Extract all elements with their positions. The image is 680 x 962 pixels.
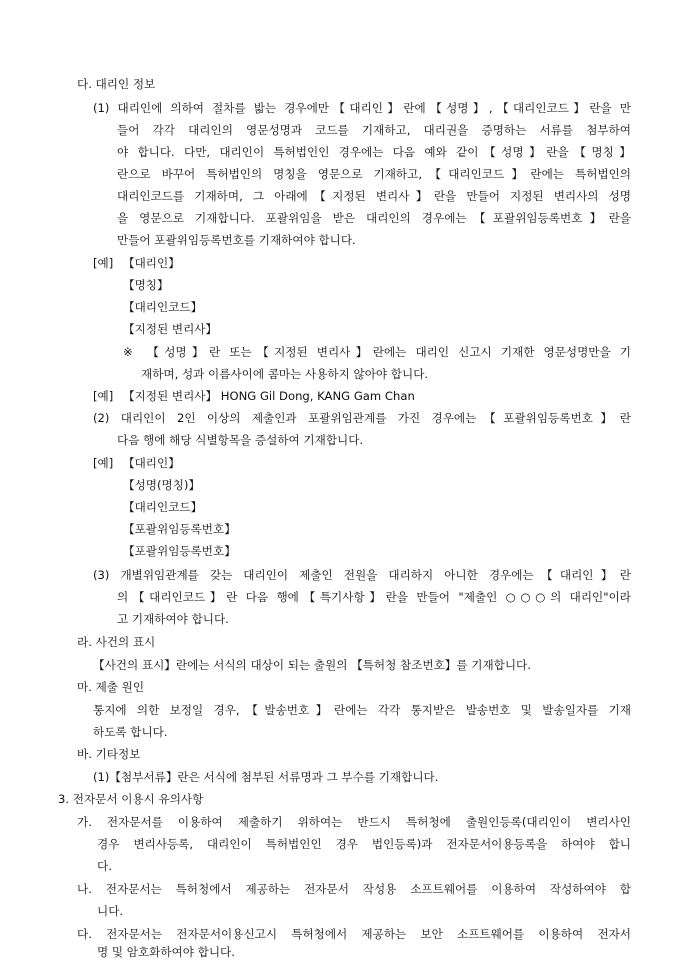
section-heading-e-document: 3. 전자문서 이용시 유의사항 xyxy=(58,792,204,806)
example-field: 【지정된 변리사】 xyxy=(123,322,218,336)
example-label: [예] xyxy=(93,256,114,270)
example-field: 【포괄위임등록번호】 xyxy=(123,544,236,558)
section-heading-agent-info: 다. 대리인 정보 xyxy=(77,77,156,91)
paragraph-line: 야 합니다. 다만, 대리인이 특허법인인 경우에는 다음 예와 같이【성명】란을【명칭】 xyxy=(117,145,631,159)
paragraph-line: 【사건의 표시】란에는 서식의 대상이 되는 출원의 【특허청 참조번호】를 기재합니다. xyxy=(93,658,531,672)
example-field: 【성명(명칭)】 xyxy=(123,478,201,492)
paragraph-line: 다. xyxy=(97,859,112,873)
paragraph-line: 을 영문으로 기재합니다. 포괄위임을 받은 대리인의 경우에는【포괄위임등록번호】란을 xyxy=(117,211,631,225)
example-field: 【대리인】 xyxy=(123,256,180,270)
paragraph-line: 대리인코드를 기재하며, 그 아래에【지정된 변리사】란을 만들어 지정된 변리사의 성명 xyxy=(117,189,631,203)
example-field: 【대리인코드】 xyxy=(123,500,203,514)
paragraph-line: (1) 대리인에 의하여 절차를 밟는 경우에만【대리인】란에【성명】,【대리인코드】란을 만 xyxy=(93,101,631,115)
paragraph-line: 다. 전자문서는 전자문서이용신고시 특허청에서 제공하는 보안 소프트웨어를 이용하여 전자서 xyxy=(77,927,631,941)
paragraph-line: 란으로 바꾸어 특허법인의 명칭을 영문으로 기재하고,【대리인코드】란에는 특허법인의 xyxy=(117,167,631,181)
paragraph-line: 니다. xyxy=(97,904,124,918)
example-label: [예] xyxy=(93,456,114,470)
section-heading-filing-reason: 마. 제출 원인 xyxy=(77,680,145,694)
paragraph-line: 만들어 포괄위임등록번호를 기재하여야 합니다. xyxy=(117,233,356,247)
section-heading-other-info: 바. 기타정보 xyxy=(77,747,141,761)
paragraph-line: 가. 전자문서를 이용하여 제출하기 위하여는 반드시 특허청에 출원인등록(대리인이 변리사인 xyxy=(77,815,631,829)
paragraph-line: (3) 개별위임관계를 갖는 대리인이 제출인 전원을 대리하지 아니한 경우에는【대리인】란 xyxy=(93,568,631,582)
paragraph-line: (1)【첨부서류】란은 서식에 첨부된 서류명과 그 부수를 기재합니다. xyxy=(93,770,439,784)
note-line: 재하며, 성과 이름사이에 콤마는 사용하지 않아야 합니다. xyxy=(141,367,429,381)
example-field: 【대리인코드】 xyxy=(123,300,203,314)
paragraph-line: 다음 행에 해당 식별항목을 증설하여 기재합니다. xyxy=(117,433,364,447)
paragraph-line: 명 및 암호화하여야 합니다. xyxy=(97,945,235,959)
paragraph-line: 경우 변리사등록, 대리인이 특허법인인 경우 법인등록)과 전자문서이용등록을 하여야 합니 xyxy=(97,837,631,851)
example-field: 【포괄위임등록번호】 xyxy=(123,522,236,536)
paragraph-line: 나. 전자문서는 특허청에서 제공하는 전자문서 작성용 소프트웨어를 이용하여 작성하여야 합 xyxy=(77,882,631,896)
paragraph-line: 들어 각각 대리인의 영문성명과 코드를 기재하고, 대리권을 증명하는 서류를 첨부하여 xyxy=(117,123,631,137)
section-heading-case-display: 라. 사건의 표시 xyxy=(77,635,156,649)
note-line: ※ 【성명】란 또는【지정된 변리사】란에는 대리인 신고시 기재한 영문성명만을 기 xyxy=(123,345,631,359)
paragraph-line: 하도록 합니다. xyxy=(93,725,168,739)
paragraph-line: 의【대리인코드】란 다음 행에【특기사항】란을 만들어 "제출인 ○○○의 대리인"이라 xyxy=(117,590,631,604)
paragraph-line: (2) 대리인이 2인 이상의 제출인과 포괄위임관계를 가진 경우에는【포괄위임등록번호】란 xyxy=(93,411,631,425)
example-field: 【대리인】 xyxy=(123,456,180,470)
example-field: 【명칭】 xyxy=(123,278,169,292)
paragraph-line: 고 기재하여야 합니다. xyxy=(117,612,229,626)
example-label: [예] xyxy=(93,389,114,403)
example-text: 【지정된 변리사】 HONG Gil Dong, KANG Gam Chan xyxy=(123,389,415,403)
paragraph-line: 통지에 의한 보정일 경우,【발송번호】란에는 각각 통지받은 발송번호 및 발송일자를 기재 xyxy=(93,703,631,717)
